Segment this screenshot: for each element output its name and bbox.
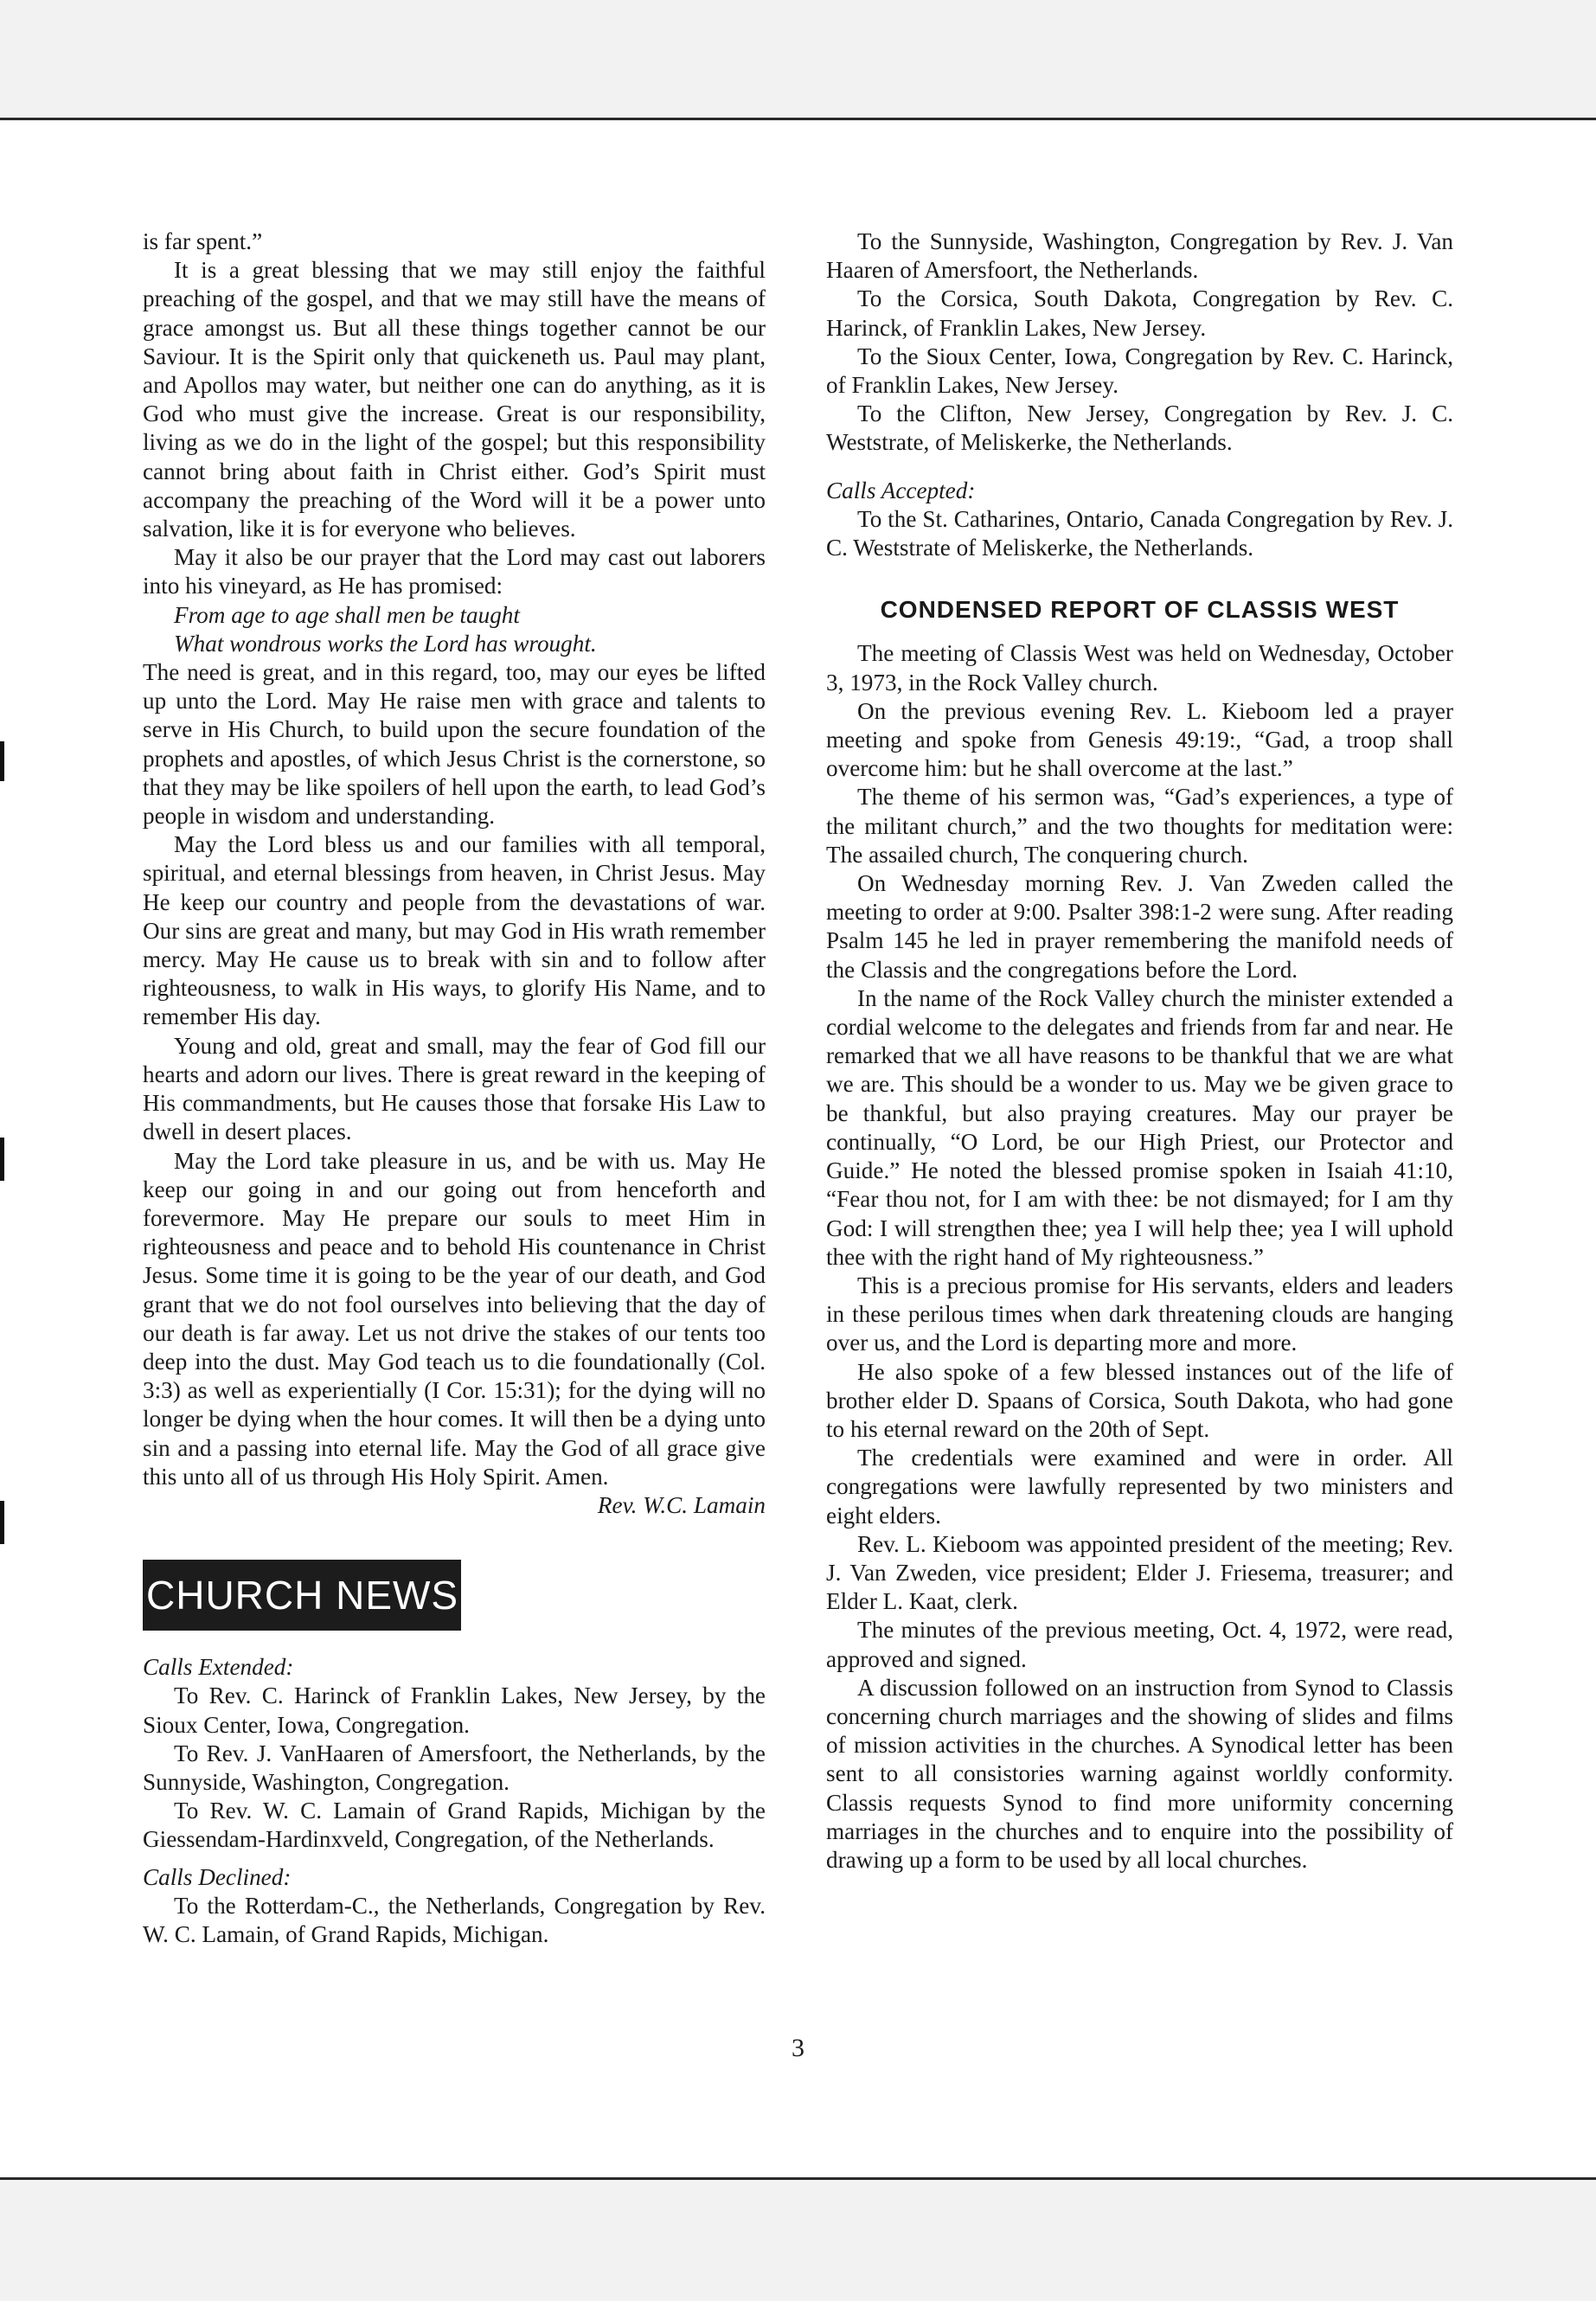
- paragraph: Young and old, great and small, may the fear of God fill our hearts and adorn our lives. There is great reward in the keeping of His commandments, but He causes those that forsake His Law to dwell in desert places.: [143, 1032, 766, 1145]
- paragraph: May it also be our prayer that the Lord may cast out laborers into his vineyard, as He has promised:: [143, 544, 766, 599]
- verse-line: From age to age shall men be taught: [174, 601, 520, 628]
- paragraph: On Wednesday morning Rev. J. Van Zweden called the meeting to order at 9:00. Psalter 398:1-2 were sung. After reading Psalm 145 he led in prayer remembering the manifold needs of the Classis and the congregations before the Lord.: [826, 870, 1453, 983]
- paragraph: A discussion followed on an instruction from Synod to Classis concerning church marriages and the showing of slides and films of mission activities in the churches. A Synodical letter has been sent to all consistories warning against worldly conformity. Classis requests Synod to find more uniformity concerning marriages in the churches and to enquire into the possibility of drawing up a form to be used by all local churches.: [826, 1674, 1453, 1873]
- calls-extended-label: Calls Extended:: [143, 1654, 294, 1681]
- paragraph: In the name of the Rock Valley church the minister extended a cordial welcome to the delegates and friends from far and near. He remarked that we all have reasons to be thankful that we are what we are. This should be a wonder to us. May we be given grace to be thankful, but also praying creatures. May our prayer be continually, “O Lord, be our High Priest, our Protector and Guide.” He noted the blessed promise spoken in Isaiah 41:10, “Fear thou not, for I am with thee: be not dismayed; for I am thy God: I will strengthen thee; yea I will help thee; yea I will uphold thee with the right hand of My righteousness.”: [826, 984, 1453, 1270]
- paragraph: To Rev. W. C. Lamain of Grand Rapids, Michigan by the Giessendam-Hardinxveld, Congregation, of the Netherlands.: [143, 1798, 766, 1853]
- scan-edge-mark: [0, 741, 4, 781]
- paragraph: To the Corsica, South Dakota, Congregation by Rev. C. Harinck, of Franklin Lakes, New Jersey.: [826, 285, 1453, 341]
- paragraph: Rev. L. Kieboom was appointed president of the meeting; Rev. J. Van Zweden, vice president; Elder J. Friesema, treasurer; and Elder L. Kaat, clerk.: [826, 1530, 1453, 1615]
- calls-declined-list: [143, 1892, 766, 1949]
- calls-accepted-label: Calls Accepted:: [826, 477, 976, 503]
- magazine-page: [0, 118, 1596, 2180]
- right-column: [826, 228, 1453, 1875]
- calls-extended-list: [143, 1682, 766, 1854]
- verse-line: What wondrous works the Lord has wrought.: [174, 630, 597, 657]
- scan-edge-mark: [0, 1501, 4, 1544]
- paragraph: To the Clifton, New Jersey, Congregation by Rev. J. C. Weststrate, of Meliskerke, the Netherlands.: [826, 401, 1453, 456]
- calls-declined-label: Calls Declined:: [143, 1863, 292, 1890]
- classis-report-heading: CONDENSED REPORT OF CLASSIS WEST: [880, 596, 1400, 624]
- paragraph: To the St. Catharines, Ontario, Canada Congregation by Rev. J. C. Weststrate of Meliskerke, the Netherlands.: [826, 505, 1453, 561]
- paragraph: The credentials were examined and were in order. All congregations were lawfully represented by two ministers and eight elders.: [826, 1445, 1453, 1529]
- paragraph: It is a great blessing that we may still enjoy the faithful preaching of the gospel, and that we may still have the means of grace amongst us. But all these things together cannot be our Saviour. It is the Spirit only that quickeneth us. Paul may plant, and Apollos may water, but neither one can do anything, as it is God who must give the increase. Great is our responsibility, living as we do in the light of the gospel; but this responsibility cannot bring about faith in Christ either. God’s Spirit must accompany the preaching of the Word will it be a power unto salvation, like it is for everyone who believes.: [143, 257, 766, 542]
- paragraph: The theme of his sermon was, “Gad’s experiences, a type of the militant church,” and the two thoughts for meditation were: The assailed church, The conquering church.: [826, 784, 1453, 868]
- author-signature: Rev. W.C. Lamain: [597, 1491, 766, 1518]
- calls-declined-list-continued: [826, 228, 1453, 458]
- paragraph: is far spent.”: [143, 228, 263, 254]
- paragraph: He also spoke of a few blessed instances out of the life of brother elder D. Spaans of Corsica, South Dakota, who had gone to his eternal reward on the 20th of Sept.: [826, 1358, 1453, 1442]
- page-number: 3: [792, 2034, 804, 2062]
- left-paragraphs-a: [143, 228, 766, 601]
- hymn-verse: [143, 601, 766, 658]
- paragraph: To the Sunnyside, Washington, Congregation by Rev. J. Van Haaren of Amersfoort, the Netherlands.: [826, 228, 1453, 284]
- paragraph: May the Lord bless us and our families with all temporal, spiritual, and eternal blessings from heaven, in Christ Jesus. May He keep our country and people from the devastations of war. Our sins are great and many, but may God in His wrath remember mercy. May He cause us to break with sin and to follow after righteousness, to walk in His ways, to glorify His Name, and to remember His day.: [143, 831, 766, 1030]
- church-news-heading: CHURCH NEWS: [143, 1560, 461, 1631]
- paragraph: To the Rotterdam-C., the Netherlands, Congregation by Rev. W. C. Lamain, of Grand Rapids, Michigan.: [143, 1892, 766, 1947]
- left-paragraphs-b: [143, 658, 766, 1491]
- calls-accepted-list: [826, 505, 1453, 562]
- classis-report-body: [826, 639, 1453, 1875]
- paragraph: To Rev. C. Harinck of Franklin Lakes, New Jersey, by the Sioux Center, Iowa, Congregation.: [143, 1682, 766, 1738]
- paragraph: To Rev. J. VanHaaren of Amersfoort, the Netherlands, by the Sunnyside, Washington, Congregation.: [143, 1740, 766, 1795]
- paragraph: The minutes of the previous meeting, Oct. 4, 1972, were read, approved and signed.: [826, 1617, 1453, 1672]
- paragraph: This is a precious promise for His servants, elders and leaders in these perilous times when dark threatening clouds are hanging over us, and the Lord is departing more and more.: [826, 1272, 1453, 1356]
- paragraph: On the previous evening Rev. L. Kieboom led a prayer meeting and spoke from Genesis 49:19:, “Gad, a troop shall overcome him: but he shall overcome at the last.”: [826, 697, 1453, 782]
- paragraph: The need is great, and in this regard, too, may our eyes be lifted up unto the Lord. May He raise men with grace and talents to serve in His Church, to build upon the secure foundation of the prophets and apostles, of which Jesus Christ is the cornerstone, so that they may be like spoilers of hell upon the earth, to lead God’s people in wisdom and understanding.: [143, 659, 766, 830]
- scan-edge-mark: [0, 1138, 4, 1181]
- left-column: [143, 228, 766, 1949]
- paragraph: The meeting of Classis West was held on Wednesday, October 3, 1973, in the Rock Valley church.: [826, 640, 1453, 695]
- paragraph: May the Lord take pleasure in us, and be with us. May He keep our going in and our going out from henceforth and forevermore. May He prepare our souls to meet Him in righteousness and peace and to behold His countenance in Christ Jesus. Some time it is going to be the year of our death, and God grant that we do not fool ourselves into believing that the day of our death is far away. Let us not drive the stakes of our tents too deep into the dust. May God teach us to die foundationally (Col. 3:3) as well as experientially (I Cor. 15:31); for the dying will no longer be dying when the hour comes. It will then be a dying unto sin and a passing into eternal life. May the God of all grace give this unto all of us through His Holy Spirit. Amen.: [143, 1147, 766, 1490]
- paragraph: To the Sioux Center, Iowa, Congregation by Rev. C. Harinck, of Franklin Lakes, New Jersey.: [826, 343, 1453, 399]
